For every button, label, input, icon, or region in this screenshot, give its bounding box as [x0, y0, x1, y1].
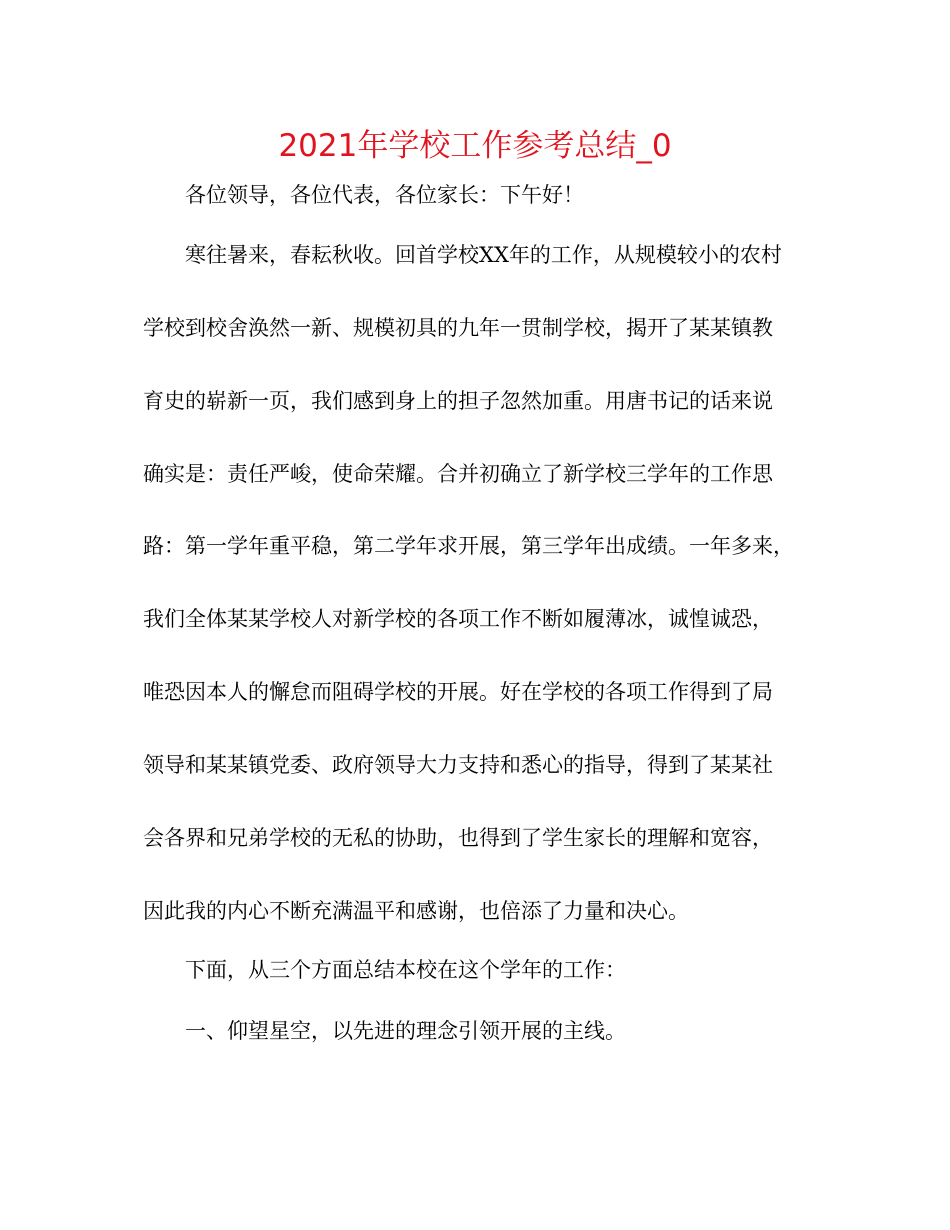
paragraph-line: 会各界和兄弟学校的无私的协助，也得到了学生家长的理解和宽容， [143, 826, 773, 850]
intro-line: 下面，从三个方面总结本校在这个学年的工作： [185, 958, 626, 982]
paragraph-line: 育史的崭新一页，我们感到身上的担子忽然加重。用唐书记的话来说 [143, 389, 773, 413]
paragraph-line: 领导和某某镇党委、政府领导大力支持和悉心的指导，得到了某某社 [143, 753, 773, 777]
section-heading: 一、仰望星空，以先进的理念引领开展的主线。 [185, 1019, 626, 1043]
paragraph-line: 确实是：责任严峻，使命荣耀。合并初确立了新学校三学年的工作思 [143, 462, 773, 486]
greeting-line: 各位领导，各位代表，各位家长：下午好！ [185, 183, 584, 207]
paragraph-line: 寒往暑来，春耘秋收。回首学校XX年的工作，从规模较小的农村 [185, 243, 782, 267]
paragraph-line: 唯恐因本人的懈怠而阻碍学校的开展。好在学校的各项工作得到了局 [143, 680, 773, 704]
document-title: 2021年学校工作参考总结_0 [278, 128, 672, 164]
paragraph-line: 因此我的内心不断充满温平和感谢，也倍添了力量和决心。 [143, 899, 689, 923]
paragraph-line: 我们全体某某学校人对新学校的各项工作不断如履薄冰，诚惶诚恐， [143, 607, 773, 631]
paragraph-line: 学校到校舍涣然一新、规模初具的九年一贯制学校，揭开了某某镇教 [143, 316, 773, 340]
paragraph-line: 路：第一学年重平稳，第二学年求开展，第三学年出成绩。一年多来， [143, 534, 794, 558]
